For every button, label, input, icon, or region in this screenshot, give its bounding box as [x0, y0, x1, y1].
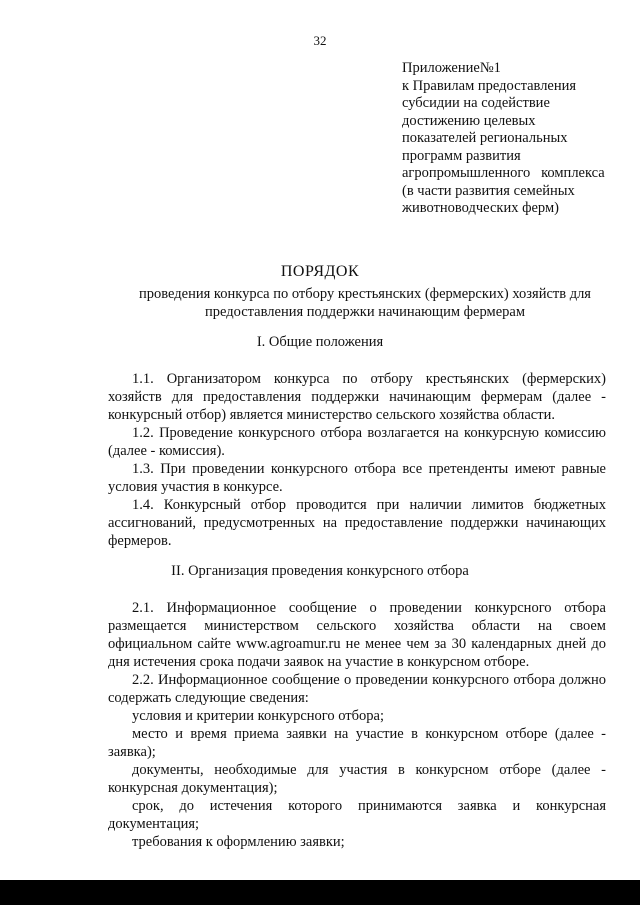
list-item: условия и критерии конкурсного отбора;: [132, 708, 384, 724]
scan-bottom-border: [0, 880, 640, 905]
appendix-line: к Правилам предоставления: [402, 77, 577, 94]
list-item: срок, до истечения которого принимаются заявка и конкурсная документация;: [108, 798, 606, 832]
document-subtitle: проведения конкурса по отбору крестьянских (фермерских) хозяйств для предоставления поддержки начинающим фермерам: [139, 286, 591, 320]
paragraph-1-2: 1.2. Проведение конкурсного отбора возлагается на конкурсную комиссию (далее - комиссия).: [108, 425, 606, 459]
page-number: 32: [313, 33, 327, 48]
list-item: документы, необходимые для участия в конкурсном отборе (далее - конкурсная документация);: [108, 762, 606, 796]
paragraph-1-3: 1.3. При проведении конкурсного отбора все претенденты имеют равные условия участия в конкурсе.: [108, 461, 606, 495]
list-item: место и время приема заявки на участие в конкурсном отборе (далее - заявка);: [108, 726, 606, 760]
list-item: требования к оформлению заявки;: [132, 834, 345, 850]
section-heading-organization: II. Организация проведения конкурсного отбора: [171, 563, 469, 579]
appendix-line: показателей региональных: [402, 130, 568, 146]
paragraph-1-1: 1.1. Организатором конкурса по отбору крестьянских (фермерских) хозяйств для предоставления поддержки начинающим фермерам (далее - конкурсный отбор) является министерство сельского хозяйства области.: [108, 371, 606, 423]
appendix-line: программ развития: [402, 147, 521, 164]
appendix-line: субсидии на содействие: [402, 95, 550, 111]
appendix-line: агропромышленного комплекса: [402, 165, 605, 181]
appendix-line: (в части развития семейных: [402, 182, 575, 199]
appendix-note: [402, 60, 632, 218]
appendix-line: животноводческих ферм): [402, 200, 559, 216]
document-title: ПОРЯДОК: [280, 263, 360, 280]
paragraph-2-2: 2.2. Информационное сообщение о проведении конкурсного отбора должно содержать следующие сведения:: [108, 672, 606, 706]
paragraph-1-4: 1.4. Конкурсный отбор проводится при наличии лимитов бюджетных ассигнований, предусмотренных на предоставление поддержки начинающих фермеров.: [108, 497, 606, 549]
appendix-line: Приложение№1: [402, 60, 501, 76]
appendix-line: достижению целевых: [402, 112, 536, 129]
paragraph-2-1: 2.1. Информационное сообщение о проведении конкурсного отбора размещается министерством сельского хозяйства области на своем официальном сайте www.agroamur.ru не менее чем за 30 календарных дней до дня истечения срока подачи заявок на участие в конкурсном отборе.: [108, 600, 606, 670]
section-heading-general: I. Общие положения: [256, 334, 384, 350]
